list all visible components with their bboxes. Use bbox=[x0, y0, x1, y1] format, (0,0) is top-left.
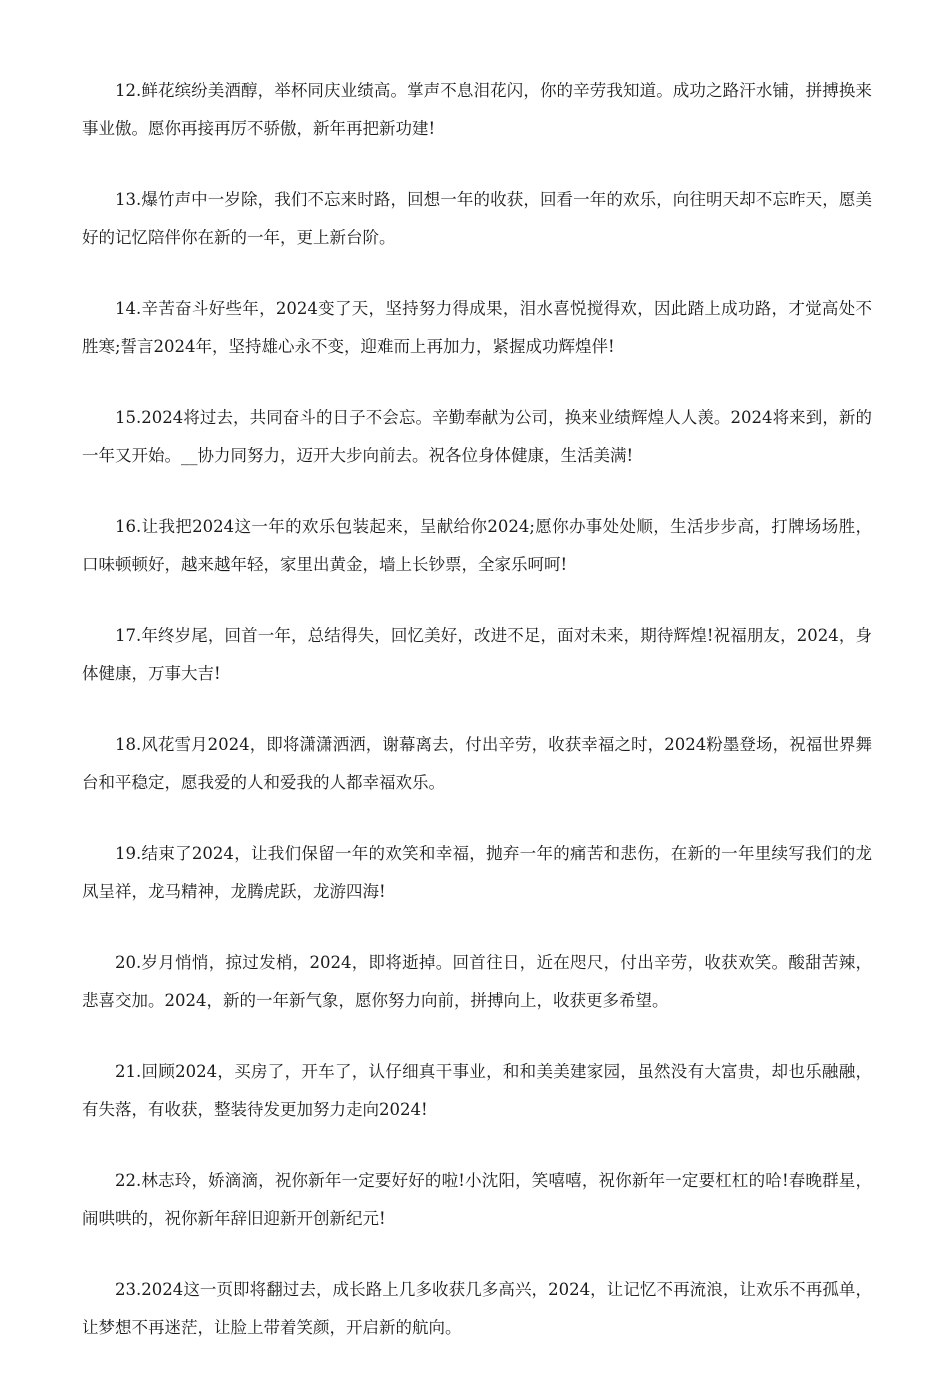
paragraph-16: 16.让我把2024这一年的欢乐包装起来，呈献给你2024;愿你办事处处顺，生活步步高，打牌场场胜，口味顿顿好，越来越年轻，家里出黄金，墙上长钞票，全家乐呵呵! bbox=[82, 517, 872, 574]
paragraph-13: 13.爆竹声中一岁除，我们不忘来时路，回想一年的收获，回看一年的欢乐，向往明天却不忘昨天，愿美好的记忆陪伴你在新的一年，更上新台阶。 bbox=[82, 190, 872, 247]
paragraph-23: 23.2024这一页即将翻过去，成长路上几多收获几多高兴，2024，让记忆不再流浪，让欢乐不再孤单，让梦想不再迷茫，让脸上带着笑颜，开启新的航向。 bbox=[82, 1280, 872, 1337]
document-page bbox=[82, 72, 872, 1380]
paragraph-14: 14.辛苦奋斗好些年，2024变了天，坚持努力得成果，泪水喜悦搅得欢，因此踏上成功路，才觉高处不胜寒;誓言2024年，坚持雄心永不变，迎难而上再加力，紧握成功辉煌伴! bbox=[82, 299, 872, 356]
paragraph-15: 15.2024将过去，共同奋斗的日子不会忘。辛勤奉献为公司，换来业绩辉煌人人羡。2024将来到，新的一年又开始。__协力同努力，迈开大步向前去。祝各位身体健康，生活美满! bbox=[82, 408, 872, 465]
paragraph-21: 21.回顾2024，买房了，开车了，认仔细真干事业，和和美美建家园，虽然没有大富贵，却也乐融融，有失落，有收获，整装待发更加努力走向2024! bbox=[82, 1062, 872, 1119]
paragraph-20: 20.岁月悄悄，掠过发梢，2024，即将逝掉。回首往日，近在咫尺，付出辛劳，收获欢笑。酸甜苦辣，悲喜交加。2024，新的一年新气象，愿你努力向前，拼搏向上，收获更多希望。 bbox=[82, 953, 872, 1010]
paragraph-18: 18.风花雪月2024，即将潇潇洒洒，谢幕离去，付出辛劳，收获幸福之时，2024粉墨登场，祝福世界舞台和平稳定，愿我爱的人和爱我的人都幸福欢乐。 bbox=[82, 735, 872, 792]
paragraph-22: 22.林志玲，娇滴滴，祝你新年一定要好好的啦!小沈阳，笑嘻嘻，祝你新年一定要杠杠的哈!春晚群星，闹哄哄的，祝你新年辞旧迎新开创新纪元! bbox=[82, 1171, 872, 1228]
paragraph-19: 19.结束了2024，让我们保留一年的欢笑和幸福，抛弃一年的痛苦和悲伤，在新的一年里续写我们的龙凤呈祥，龙马精神，龙腾虎跃，龙游四海! bbox=[82, 844, 872, 901]
paragraph-17: 17.年终岁尾，回首一年，总结得失，回忆美好，改进不足，面对未来，期待辉煌!祝福朋友，2024，身体健康，万事大吉! bbox=[82, 626, 872, 683]
paragraph-12: 12.鲜花缤纷美酒醇，举杯同庆业绩高。掌声不息泪花闪，你的辛劳我知道。成功之路汗水铺，拼搏换来事业傲。愿你再接再厉不骄傲，新年再把新功建! bbox=[82, 81, 872, 138]
